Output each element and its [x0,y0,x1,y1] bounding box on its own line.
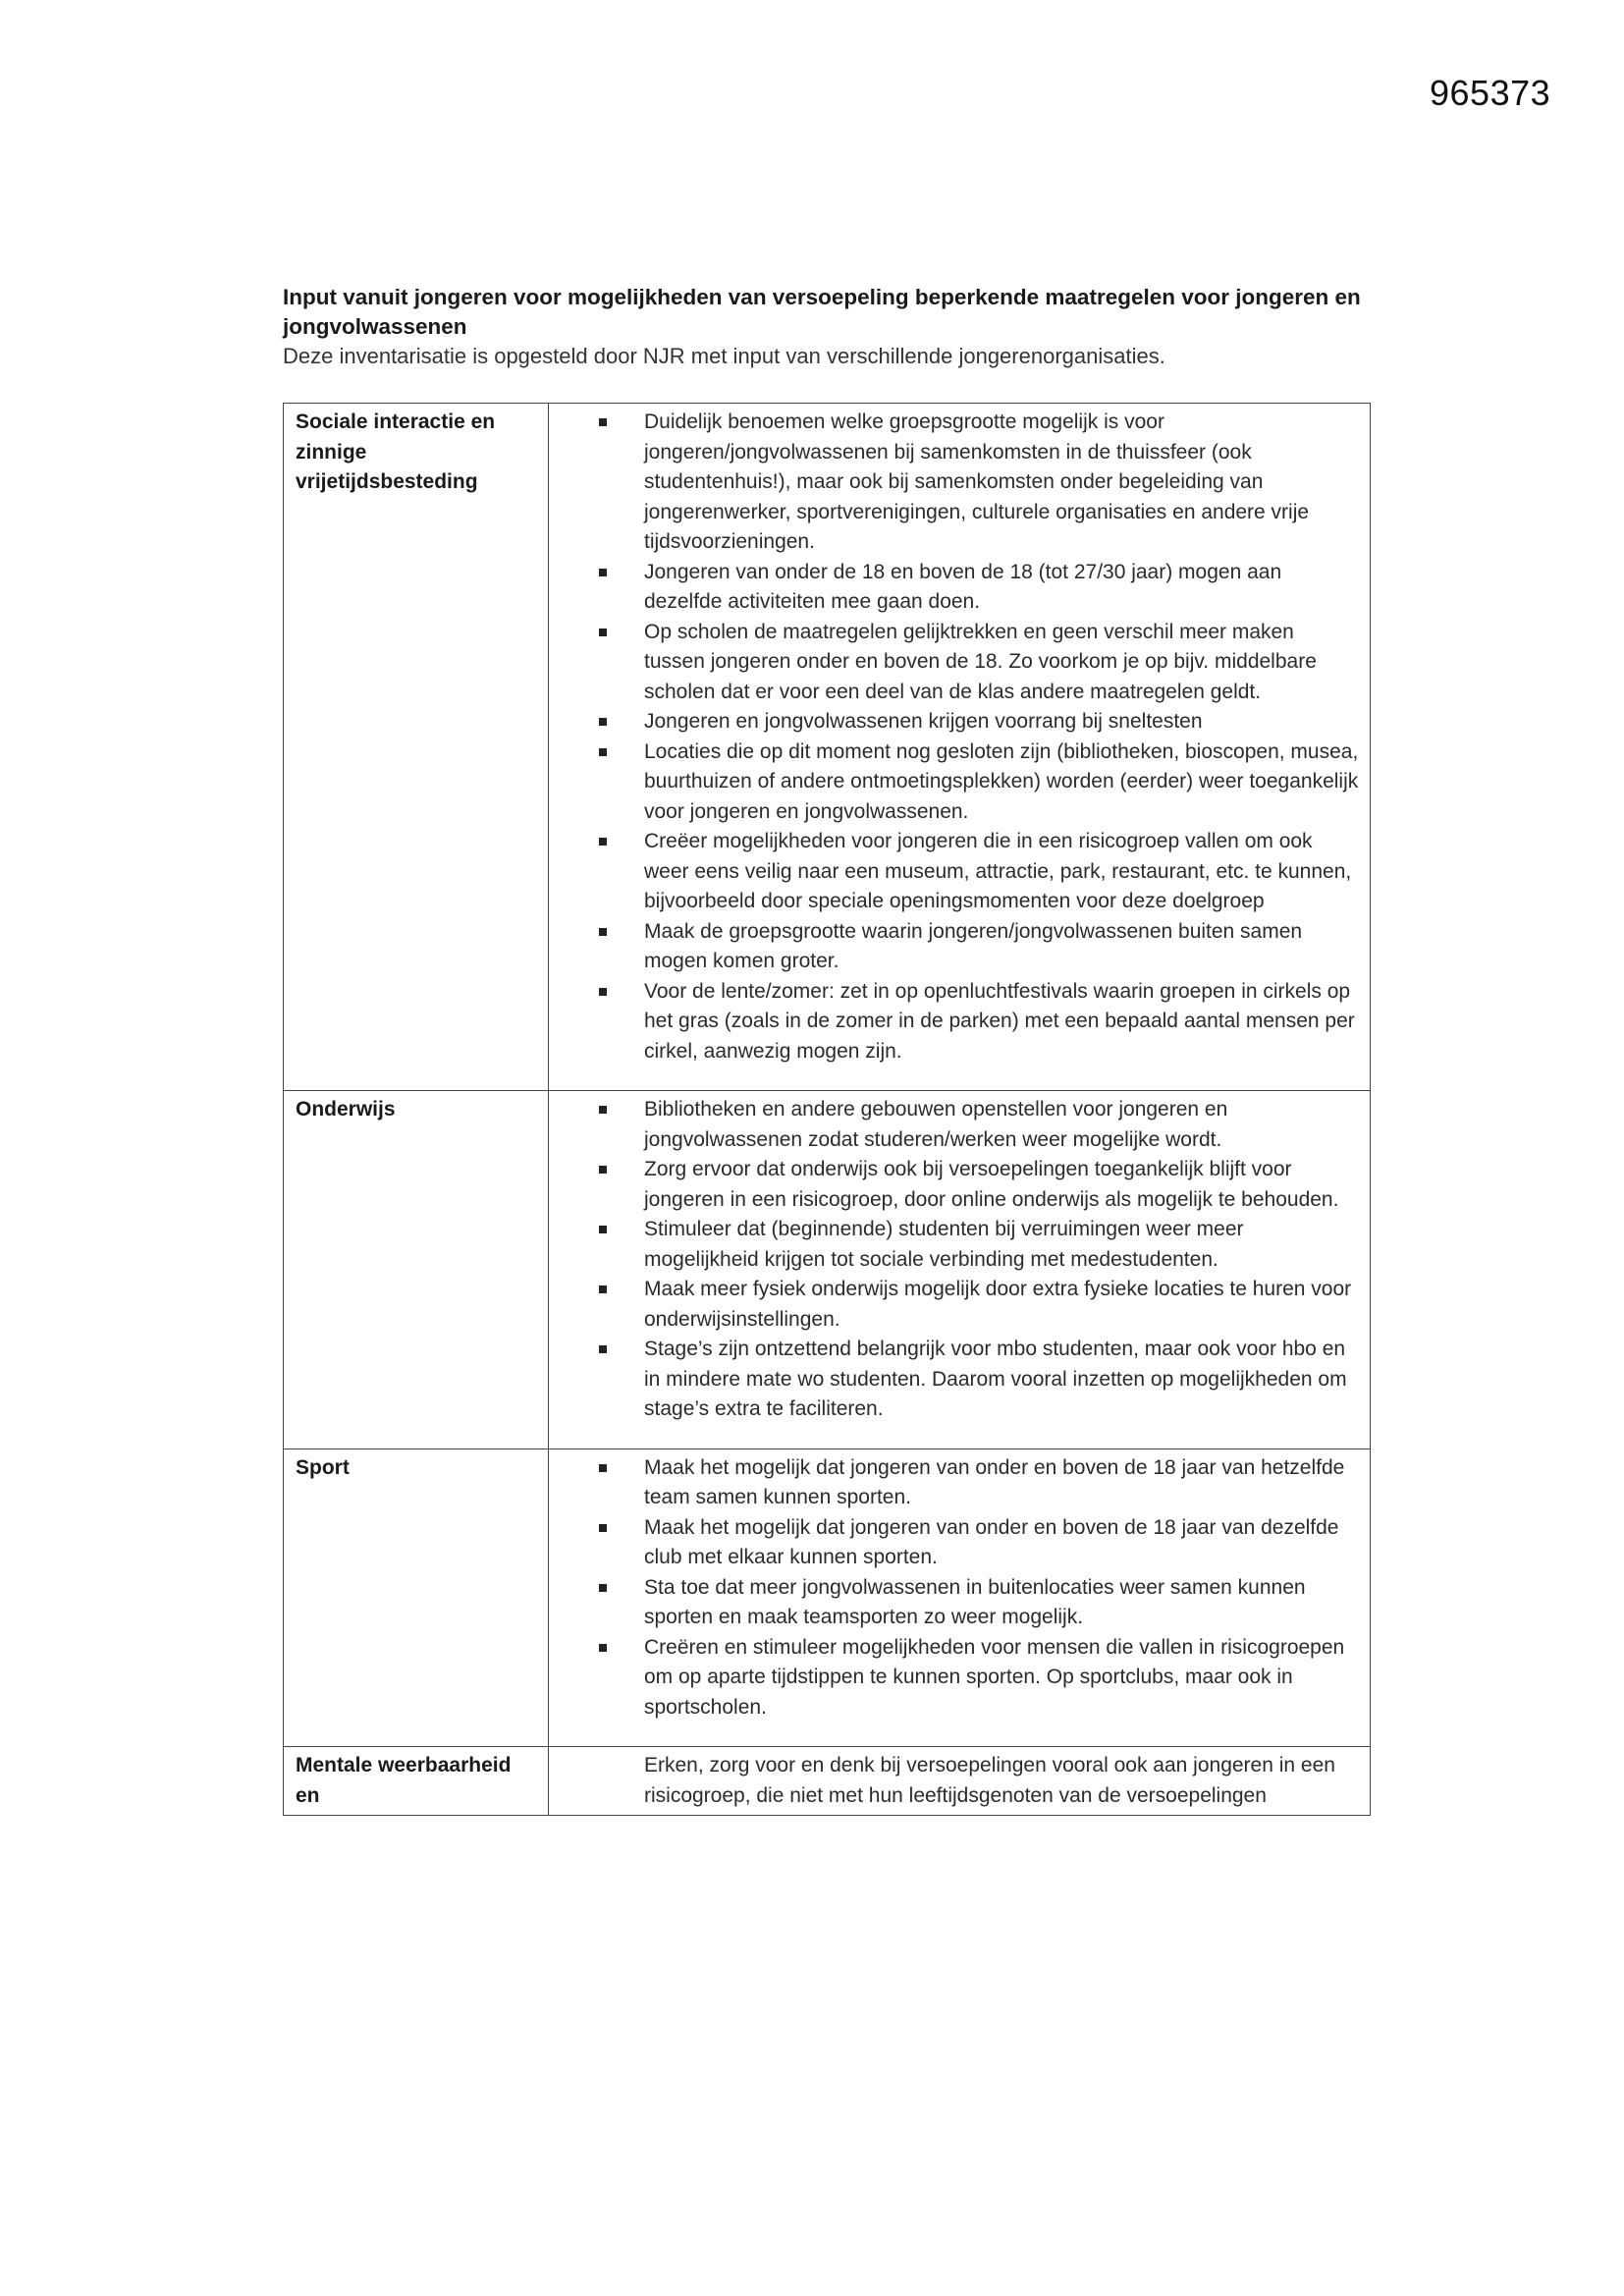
square-bullet-icon [599,718,607,726]
square-bullet-icon [599,1166,607,1174]
category-cell: Sport [284,1449,549,1747]
list-item-text: Maak meer fysiek onderwijs mogelijk door extra fysieke locaties te huren voor onderwijsinstellingen. [644,1278,1352,1331]
list-item [597,1095,1360,1155]
table-row-sociale-interactie [284,404,1371,1091]
measures-table [283,403,1371,1816]
list-item [597,1155,1360,1215]
list-item-text: Stage’s zijn ontzettend belangrijk voor mbo studenten, maar ook voor hbo en in mindere mate wo studenten. Daarom vooral inzetten op mogelijkheden om stage’s extra te faciliteren. [644,1338,1347,1420]
category-cell: Mentale weerbaarheid en [284,1747,549,1816]
document-heading [283,283,1382,371]
list-item-text: Maak het mogelijk dat jongeren van onder en boven de 18 jaar van hetzelfde team samen kunnen sporten. [644,1455,1345,1508]
list-item-text: Sta toe dat meer jongvolwassenen in buitenlocaties weer samen kunnen sporten en maak teamsporten zo weer mogelijk. [644,1575,1306,1628]
square-bullet-icon [599,988,607,996]
list-item [597,558,1360,618]
content-cell [549,1449,1371,1747]
list-item-text: Zorg ervoor dat onderwijs ook bij versoepelingen toegankelijk blijft voor jongeren in een risicogroep, door online onderwijs als mogelijk te behouden. [644,1158,1339,1211]
list-item [597,977,1360,1067]
list-item-text: Creëer mogelijkheden voor jongeren die in een risicogroep vallen om ook weer eens veilig naar een museum, attractie, park, restaurant, etc. te kunnen, bijvoorbeeld door speciale openingsmomenten voor deze doelgroep [644,830,1352,912]
square-bullet-icon [599,1464,607,1472]
square-bullet-icon [599,1106,607,1114]
list-item [597,1275,1360,1335]
square-bullet-icon [599,838,607,846]
list-item [597,707,1360,738]
document-subtitle: Deze inventarisatie is opgesteld door NJR met input van verschillende jongerenorganisaties. [283,344,1165,368]
bullet-list [549,1095,1360,1425]
square-bullet-icon [599,1584,607,1592]
table-row-sport [284,1449,1371,1747]
list-item [597,1453,1360,1513]
list-item [597,1513,1360,1573]
document-number: 965373 [1430,73,1551,113]
table-row-onderwijs [284,1091,1371,1449]
bullet-list [549,1453,1360,1723]
square-bullet-icon [599,569,607,576]
square-bullet-icon [599,1644,607,1652]
list-item-text: Jongeren van onder de 18 en boven de 18 (tot 27/30 jaar) mogen aan dezelfde activiteiten mee gaan doen. [644,560,1282,613]
square-bullet-icon [599,629,607,636]
list-item [597,1215,1360,1275]
list-item-text: Voor de lente/zomer: zet in op openluchtfestivals waarin groepen in cirkels op het gras (zoals in de zomer in de parken) met een bepaald aantal mensen per cirkel, aanwezig mogen zijn. [644,979,1355,1063]
section-text: Erken, zorg voor en denk bij versoepelingen vooral ook aan jongeren in een risicogroep, die niet met hun leeftijdsgenoten van de versoepelingen [644,1754,1335,1807]
list-item-text: Op scholen de maatregelen gelijktrekken en geen verschil meer maken tussen jongeren onder en boven de 18. Zo voorkom je op bijv. middelbare scholen dat er voor een deel van de klas andere maatregelen geldt. [644,620,1317,703]
square-bullet-icon [599,1285,607,1293]
table-row-mentale-weerbaarheid [284,1747,1371,1816]
bullet-list [549,408,1360,1066]
square-bullet-icon [599,1524,607,1532]
list-item-text: Maak de groepsgrootte waarin jongeren/jongvolwassenen buiten samen mogen komen groter. [644,919,1303,972]
list-item-text: Locaties die op dit moment nog gesloten zijn (bibliotheken, bioscopen, musea, buurthuizen of andere ontmoetingsplekken) worden (eerder) weer toegankelijk voor jongeren en jongvolwassenen. [644,739,1359,823]
list-item-text: Stimuleer dat (beginnende) studenten bij verruimingen weer meer mogelijkheid krijgen tot sociale verbinding met medestudenten. [644,1218,1244,1271]
list-item-text: Creëren en stimuleer mogelijkheden voor mensen die vallen in risicogroepen om op aparte tijdstippen te kunnen sporten. Op sportclubs, maar ook in sportscholen. [644,1635,1345,1719]
content-cell [549,1747,1371,1816]
list-item [597,408,1360,558]
square-bullet-icon [599,1345,607,1353]
square-bullet-icon [599,1226,607,1233]
category-cell: Sociale interactie en zinnige vrijetijdsbesteding [284,404,549,1091]
list-item [597,618,1360,708]
list-item-text: Duidelijk benoemen welke groepsgrootte mogelijk is voor jongeren/jongvolwassenen bij samenkomsten in de thuissfeer (ook studentenhuis!), maar ook bij samenkomsten onder begeleiding van jongerenwerker, sportverenigingen, culturele organisaties en andere vrije tijdsvoorzieningen. [644,410,1310,553]
list-item [597,827,1360,917]
list-item [597,1335,1360,1425]
category-cell: Onderwijs [284,1091,549,1449]
list-item [597,917,1360,977]
list-item-text: Maak het mogelijk dat jongeren van onder en boven de 18 jaar van dezelfde club met elkaar kunnen sporten. [644,1515,1339,1568]
square-bullet-icon [599,418,607,426]
list-item [597,1573,1360,1633]
list-item-text: Bibliotheken en andere gebouwen openstellen voor jongeren en jongvolwassenen zodat studeren/werken weer mogelijke wordt. [644,1098,1228,1151]
content-cell [549,404,1371,1091]
square-bullet-icon [599,748,607,756]
list-item-text: Jongeren en jongvolwassenen krijgen voorrang bij sneltesten [644,710,1203,733]
document-title: Input vanuit jongeren voor mogelijkheden van versoepeling beperkende maatregelen voor jongeren en jongvolwassenen [283,285,1361,339]
square-bullet-icon [599,928,607,936]
content-cell [549,1091,1371,1449]
list-item [597,1633,1360,1723]
list-item [597,738,1360,828]
